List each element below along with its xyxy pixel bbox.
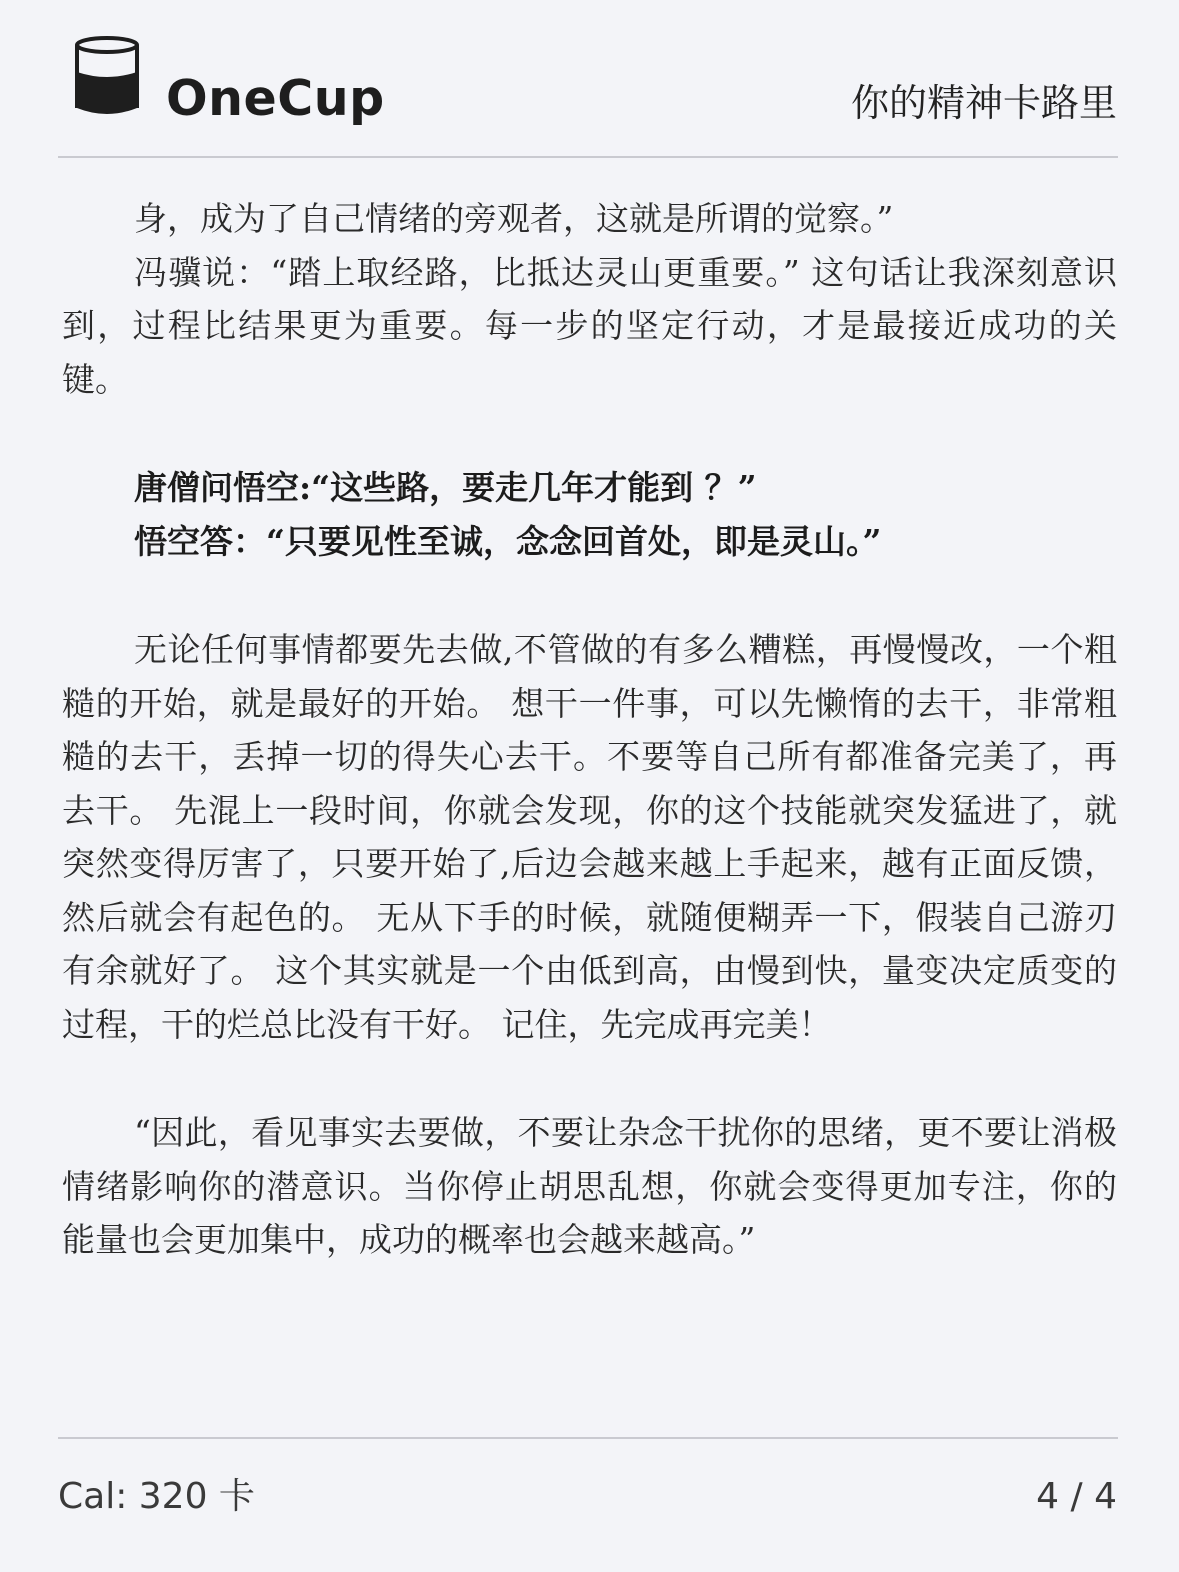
tagline: 你的精神卡路里 xyxy=(850,81,1117,125)
brand-name: OneCup xyxy=(166,70,385,127)
dialogue-question: 唐僧问悟空:“这些路，要走几年才能到 ？” xyxy=(134,468,757,507)
article-body xyxy=(62,192,1117,1267)
calorie-label: Cal: 320 卡 xyxy=(58,1476,255,1517)
cup-icon xyxy=(74,36,140,118)
paragraph: 身，成为了自己情绪的旁观者，这就是所谓的觉察。” xyxy=(134,199,894,238)
paragraph: 冯骥说：“踏上取经路，比抵达灵山更重要。” 这句话让我深刻意识到，过程比结果更为重要。每一步的坚定行动，才是最接近成功的关键。 xyxy=(62,252,1117,399)
footer-divider xyxy=(58,1437,1118,1439)
paragraph: “因此，看见事实去要做，不要让杂念干扰你的思绪，更不要让消极情绪影响你的潜意识。当你停止胡思乱想，你就会变得更加专注，你的能量也会更加集中，成功的概率也会越来越高。” xyxy=(62,1113,1117,1259)
header xyxy=(0,0,1179,158)
page-indicator: 4 / 4 xyxy=(1036,1476,1117,1517)
dialogue-answer: 悟空答：“只要见性至诚，念念回首处，即是灵山。” xyxy=(134,521,882,561)
paragraph: 无论任何事情都要先去做,不管做的有多么糟糕，再慢慢改，一个粗糙的开始，就是最好的开始。 想干一件事，可以先懒惰的去干，非常粗糙的去干，丢掉一切的得失心去干。不要等自己所有都准备完美了，再去干。 先混上一段时间，你就会发现，你的这个技能就突发猛进了，就突然变得厉害了，只要开始了,后边会越来越上手起来，越有正面反馈，然后就会有起色的。 无从下手的时候，就随便糊弄一下，假装自己游刃有余就好了。 这个其实就是一个由低到高，由慢到快，量变决定质变的过程，干的烂总比没有干好。 记住，先完成再完美！ xyxy=(62,630,1117,1044)
header-divider xyxy=(58,156,1118,158)
